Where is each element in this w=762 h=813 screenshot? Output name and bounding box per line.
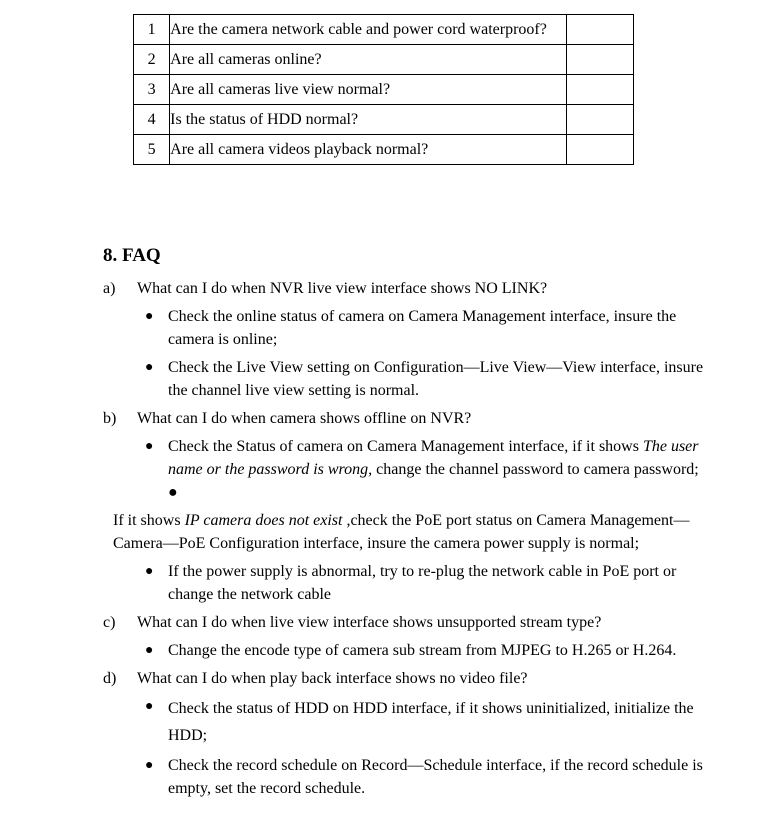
faq-item-head xyxy=(100,277,712,300)
document-page xyxy=(0,14,762,813)
item-label: d) xyxy=(103,670,117,687)
bullet-item xyxy=(100,695,712,749)
row-index-cell: 5 xyxy=(134,135,170,165)
row-question-cell: Are all camera videos playback normal? xyxy=(170,135,567,165)
bullet-text: Check the online status of camera on Camera Management interface, insure the camera is online; xyxy=(168,308,677,348)
bullet-item xyxy=(100,435,712,504)
faq-item-head xyxy=(100,667,712,690)
table-row xyxy=(134,15,634,45)
row-index-cell: 1 xyxy=(134,15,170,45)
faq-item-c xyxy=(100,611,712,662)
item-label: a) xyxy=(103,280,116,297)
row-answer-cell xyxy=(566,105,633,135)
faq-item-head xyxy=(100,611,712,634)
row-index-cell: 4 xyxy=(134,105,170,135)
bullet-icon: ● xyxy=(145,564,154,579)
faq-item-a xyxy=(100,277,712,402)
italic-phrase: IP camera does not exist xyxy=(184,512,343,529)
bullet-text: Change the encode type of camera sub stream from MJPEG to H.265 or H.264. xyxy=(168,642,677,659)
table-row xyxy=(134,105,634,135)
checklist-table xyxy=(133,14,634,165)
bullet-text: Check the status of HDD on HDD interface, if it shows uninitialized, initialize the HDD; xyxy=(168,700,694,744)
section-heading: 8. FAQ xyxy=(103,245,161,266)
bullet-text: Check the Status of camera on Camera Management interface, if it shows The user name or the password is wrong, change the channel password to camera password; ● xyxy=(168,438,699,501)
row-answer-cell xyxy=(566,135,633,165)
table-row xyxy=(134,75,634,105)
row-question-cell: Is the status of HDD normal? xyxy=(170,105,567,135)
bullet-icon: ● xyxy=(145,758,154,773)
faq-item-d xyxy=(100,667,712,800)
bullet-item xyxy=(100,560,712,606)
bullet-icon: ● xyxy=(145,439,154,454)
bullet-icon: ● xyxy=(145,360,154,375)
bullet-text: If the power supply is abnormal, try to re-plug the network cable in PoE port or change the network cable xyxy=(168,563,677,603)
faq-item-b xyxy=(100,407,712,606)
item-label: c) xyxy=(103,614,116,631)
italic-phrase: The user name or the password is wrong, xyxy=(168,438,699,478)
bullet-text: Check the record schedule on Record—Schedule interface, if the record schedule is empty, set the record schedule. xyxy=(168,757,703,797)
continuation-paragraph: If it shows IP camera does not exist ,check the PoE port status on Camera Management—Camera—PoE Configuration interface, insure the camera power supply is normal; xyxy=(113,512,690,552)
bullet-item xyxy=(100,305,712,351)
bullet-icon: ● xyxy=(145,309,154,324)
item-question: What can I do when live view interface shows unsupported stream type? xyxy=(137,614,602,631)
row-answer-cell xyxy=(566,45,633,75)
table-row xyxy=(134,135,634,165)
row-question-cell: Are the camera network cable and power cord waterproof? xyxy=(170,15,567,45)
item-label: b) xyxy=(103,410,117,427)
bullet-item xyxy=(100,639,712,662)
bullet-text: Check the Live View setting on Configuration—Live View—View interface, insure the channel live view setting is normal. xyxy=(168,359,704,399)
item-question: What can I do when NVR live view interface shows NO LINK? xyxy=(137,280,548,297)
row-answer-cell xyxy=(566,15,633,45)
faq-section xyxy=(100,243,712,800)
item-question: What can I do when play back interface shows no video file? xyxy=(137,670,528,687)
row-answer-cell xyxy=(566,75,633,105)
row-index-cell: 3 xyxy=(134,75,170,105)
bullet-icon: ● xyxy=(145,643,154,658)
table-row xyxy=(134,45,634,75)
row-index-cell: 2 xyxy=(134,45,170,75)
bullet-item xyxy=(100,356,712,402)
faq-item-head xyxy=(100,407,712,430)
bullet-icon: ● xyxy=(145,699,154,714)
item-question: What can I do when camera shows offline on NVR? xyxy=(137,410,472,427)
row-question-cell: Are all cameras live view normal? xyxy=(170,75,567,105)
row-question-cell: Are all cameras online? xyxy=(170,45,567,75)
bullet-item xyxy=(100,754,712,800)
